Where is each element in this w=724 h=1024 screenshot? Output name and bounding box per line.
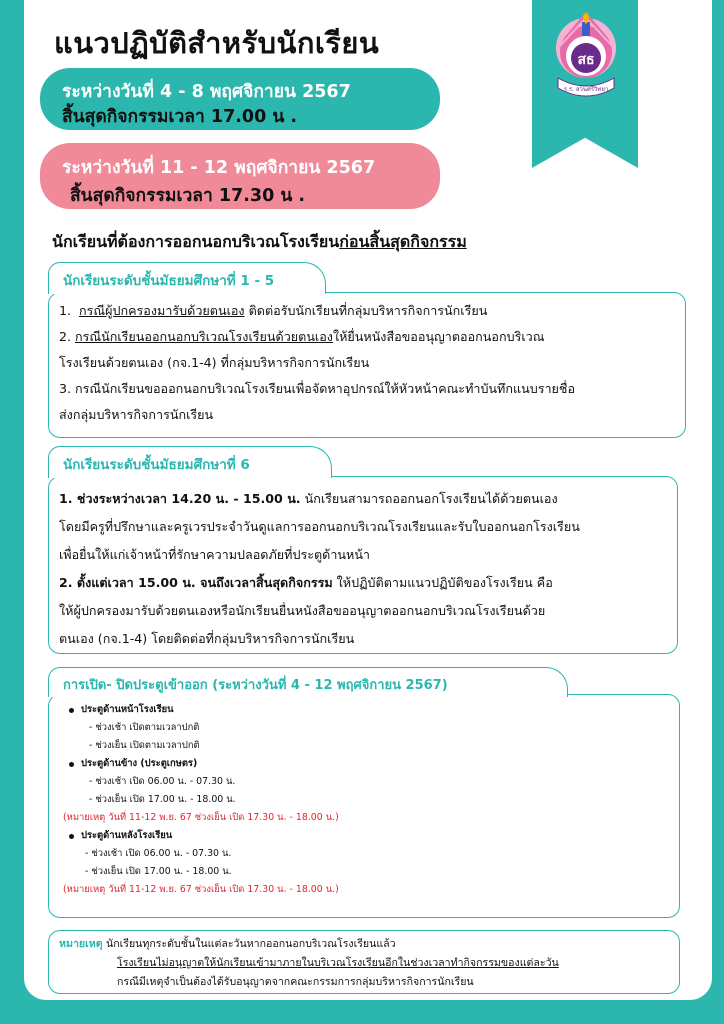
remark-box	[48, 930, 680, 994]
torch-icon	[582, 22, 590, 36]
section2-box	[48, 476, 678, 654]
section3-box	[48, 694, 680, 918]
section2-p2-l3: ตนเอง (กจ.1-4) โดยติดต่อที่กลุ่มบริหารกิจการนักเรียน	[59, 631, 355, 646]
back-gate-title: ประตูด้านหลังโรงเรียน	[59, 827, 669, 845]
logo-school-name: ร.ร. สวนศรีวิทยา	[563, 86, 609, 93]
schedule-2-dates: ระหว่างวันที่ 11 - 12 พฤศจิกายน 2567	[62, 158, 376, 178]
section1-box	[48, 292, 686, 438]
section1-item-2	[59, 324, 675, 350]
section1-tab: นักเรียนระดับชั้นมัธยมศึกษาที่ 1 - 5	[48, 262, 326, 294]
school-logo	[548, 8, 624, 108]
section2-p2	[59, 569, 667, 597]
p1-bold: 1. ช่วงระหว่างเวลา 14.20 น. - 15.00 น.	[59, 491, 301, 506]
item-underlined: กรณีผู้ปกครองมารับด้วยตนเอง	[79, 303, 245, 318]
remark-label: หมายเหตุ	[59, 938, 103, 950]
remark-line-2	[59, 954, 669, 973]
side-gate-morning: - ช่วงเช้า เปิด 06.00 น. - 07.30 น.	[89, 776, 236, 787]
section2-p1-l2: โดยมีครูที่ปรึกษาและครูเวรประจำวันดูแลการออกนอกบริเวณโรงเรียนและรับใบออกนอกโรงเรียน	[59, 519, 580, 534]
section1-item-1	[59, 298, 675, 324]
schedule-2-end-time: สิ้นสุดกิจกรรมเวลา 17.30 น .	[70, 186, 306, 206]
p1-rest: นักเรียนสามารถออกนอกโรงเรียนได้ด้วยตนเอง	[300, 491, 558, 506]
schedule-1-dates: ระหว่างวันที่ 4 - 8 พฤศจิกายน 2567	[62, 82, 351, 102]
section-heading	[52, 230, 467, 255]
remark-underlined: โรงเรียนไม่อนุญาตให้นักเรียนเข้ามาภายในบริเวณโรงเรียนอีกในช่วงเวลาทำกิจกรรมของแต่ละวัน	[117, 957, 559, 969]
side-gate-note: (หมายเหตุ วันที่ 11-12 พ.ย. 67 ช่วงเย็น เปิด 17.30 น. - 18.00 น.)	[63, 812, 339, 823]
section2-p2-l2: ให้ผู้ปกครองมารับด้วยตนเองหรือนักเรียนยื่นหนังสือขออนุญาตออกนอกบริเวณโรงเรียนด้วย	[59, 603, 546, 618]
side-gate-title: ประตูด้านข้าง (ประตูเกษตร)	[59, 755, 669, 773]
section1-item-3: 3. กรณีนักเรียนขอออกนอกบริเวณโรงเรียนเพื่อจัดหาอุปกรณ์ให้หัวหน้าคณะทำบันทึกแนบรายชื่อ	[59, 381, 576, 396]
p2-rest: ให้ปฏิบัติตามแนวปฏิบัติของโรงเรียน คือ	[332, 575, 553, 590]
remark-text: นักเรียนทุกระดับชั้นในแต่ละวันหากออกนอกบริเวณโรงเรียนแล้ว	[102, 938, 396, 950]
remark-line-3: กรณีมีเหตุจำเป็นต้องได้รับอนุญาตจากคณะกรรมการกลุ่มบริหารกิจการนักเรียน	[117, 976, 474, 988]
back-gate-note: (หมายเหตุ วันที่ 11-12 พ.ย. 67 ช่วงเย็น เปิด 17.30 น. - 18.00 น.)	[63, 884, 339, 895]
back-gate-evening: - ช่วงเย็น เปิด 17.00 น. - 18.00 น.	[85, 866, 232, 877]
page-title: แนวปฏิบัติสำหรับนักเรียน	[54, 26, 380, 60]
schedule-pill-1	[40, 68, 440, 130]
item-number: 1.	[59, 303, 72, 318]
heading-underlined: ก่อนสิ้นสุดกิจกรรม	[339, 232, 467, 251]
item-number: 2.	[59, 329, 72, 344]
section1-item-3-cont: ส่งกลุ่มบริหารกิจการนักเรียน	[59, 407, 214, 422]
front-gate-title: ประตูด้านหน้าโรงเรียน	[59, 701, 669, 719]
heading-prefix: นักเรียนที่ต้องการออกนอกบริเวณโรงเรียน	[52, 232, 340, 251]
front-gate-evening: - ช่วงเย็น เปิดตามเวลาปกติ	[89, 740, 200, 751]
emblem-letters: สธ	[577, 52, 595, 68]
remark-line-1	[59, 935, 669, 954]
front-gate-morning: - ช่วงเช้า เปิดตามเวลาปกติ	[89, 722, 200, 733]
p2-bold: 2. ตั้งแต่เวลา 15.00 น. จนถึงเวลาสิ้นสุดกิจกรรม	[59, 575, 333, 590]
schedule-pill-2	[40, 143, 440, 209]
item-underlined: กรณีนักเรียนออกนอกบริเวณโรงเรียนด้วยตนเอง	[75, 329, 333, 344]
section3-tab: การเปิด- ปิดประตูเข้าออก (ระหว่างวันที่ 4 - 12 พฤศจิกายน 2567)	[48, 667, 568, 697]
item-text: ติดต่อรับนักเรียนที่กลุ่มบริหารกิจการนักเรียน	[244, 303, 488, 318]
side-gate-evening: - ช่วงเย็น เปิด 17.00 น. - 18.00 น.	[89, 794, 236, 805]
section2-p1-l3: เพื่อยื่นให้แก่เจ้าหน้าที่รักษาความปลอดภัยที่ประตูด้านหน้า	[59, 547, 371, 562]
section2-p1	[59, 485, 667, 513]
schedule-1-end-time: สิ้นสุดกิจกรรมเวลา 17.00 น .	[62, 107, 298, 127]
section2-tab: นักเรียนระดับชั้นมัธยมศึกษาที่ 6	[48, 446, 332, 478]
item-text: ให้ยื่นหนังสือขออนุญาตออกนอกบริเวณ	[332, 329, 545, 344]
back-gate-morning: - ช่วงเช้า เปิด 06.00 น. - 07.30 น.	[85, 848, 232, 859]
section1-item-2-cont: โรงเรียนด้วยตนเอง (กจ.1-4) ที่กลุ่มบริหารกิจการนักเรียน	[59, 355, 370, 370]
